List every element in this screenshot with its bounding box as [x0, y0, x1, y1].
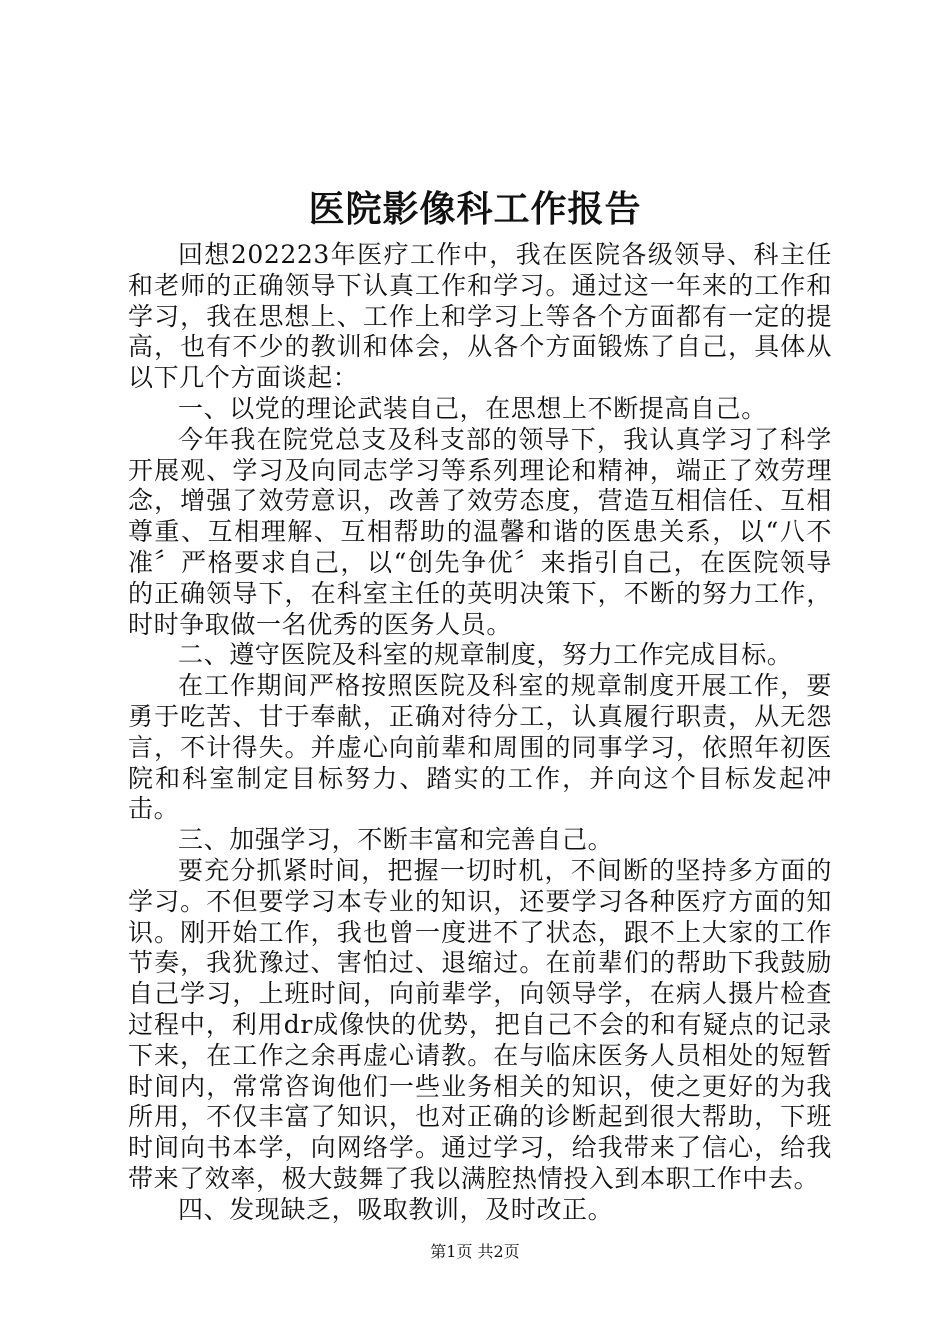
section-heading-4: 四、发现缺乏，吸取教训，及时改正。 [178, 1194, 614, 1224]
paragraph-section-1: 今年我在院党总支及科支部的领导下，我认真学习了科学开展观、学习及向同志学习等系列理论和精神，端正了效劳理念，增强了效劳意识，改善了效劳态度，营造互相信任、互相尊重、互相理解、互相帮助的温馨和谐的医患关系，以“八不准〞严格要求自己，以“创先争优〞来指引自己，在医院领导的正确领导下，在科室主任的英明决策下，不断的努力工作，时时争取做一名优秀的医务人员。 [128, 424, 832, 639]
paragraph-section-3: 要充分抓紧时间，把握一切时机，不间断的坚持多方面的学习。不但要学习本专业的知识，还要学习各种医疗方面的知识。刚开始工作，我也曾一度进不了状态，跟不上大家的工作节奏，我犹豫过、害怕过、退缩过。在前辈们的帮助下我鼓励自己学习，上班时间，向前辈学，向领导学，在病人摄片检查过程中，利用dr成像快的优势，把自己不会的和有疑点的记录下来，在工作之余再虚心请教。在与临床医务人员相处的短暂时间内，常常咨询他们一些业务相关的知识，使之更好的为我所用，不仅丰富了知识，也对正确的诊断起到很大帮助，下班时间向书本学，向网络学。通过学习，给我带来了信心，给我带来了效率，极大鼓舞了我以满腔热情投入到本职工作中去。 [128, 855, 832, 1193]
document-body [128, 240, 832, 1226]
section-heading-3: 三、加强学习，不断丰富和完善自己。 [178, 825, 614, 855]
document-title: 医院影像科工作报告 [308, 188, 642, 230]
section-heading-2: 二、遵守医院及科室的规章制度，努力工作完成目标。 [178, 640, 793, 670]
page-number-footer: 第1页 共2页 [430, 1242, 520, 1261]
paragraph-section-2: 在工作期间严格按照医院及科室的规章制度开展工作，要勇于吃苦、甘于奉献，正确对待分工，认真履行职责，从无怨言，不计得失。并虚心向前辈和周围的同事学习，依照年初医院和科室制定目标努力、踏实的工作，并向这个目标发起冲击。 [128, 671, 832, 824]
section-heading-1: 一、以党的理论武装自己，在思想上不断提高自己。 [178, 393, 767, 423]
paragraph-intro: 回想202223年医疗工作中，我在医院各级领导、科主任和老师的正确领导下认真工作和学习。通过这一年来的工作和学习，我在思想上、工作上和学习上等各个方面都有一定的提高，也有不少的教训和体会，从各个方面锻炼了自己，具体从以下几个方面谈起： [128, 240, 832, 393]
